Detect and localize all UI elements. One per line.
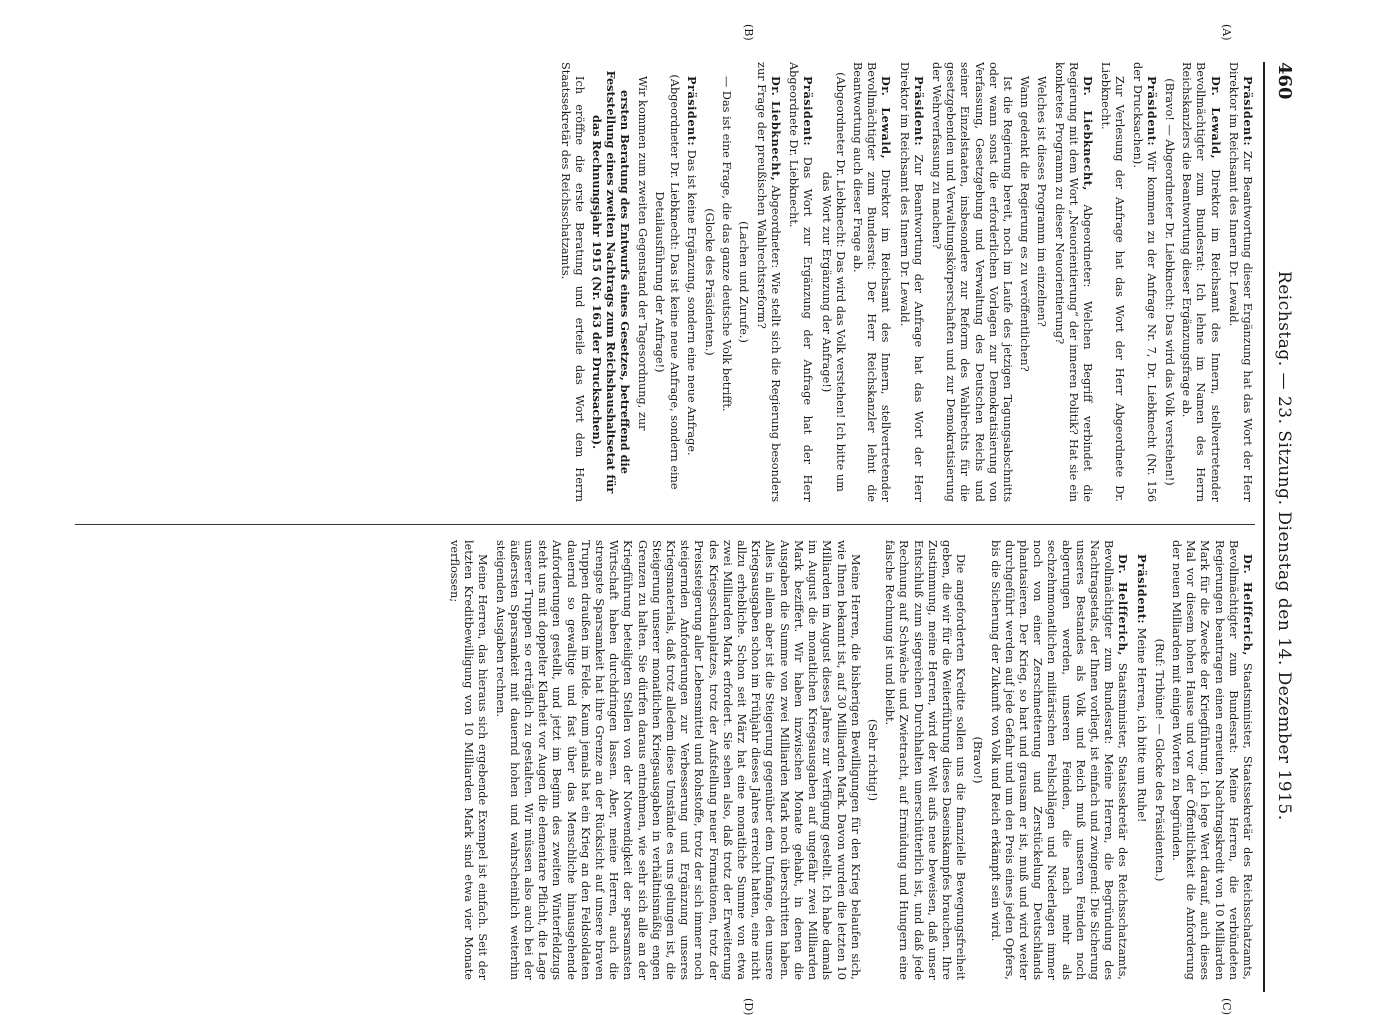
speech-paragraph xyxy=(987,540,1130,980)
interjection: (Abgeordneter Dr. Liebknecht: Das ist keine neue Anfrage, sondern eine Detailausführung der Anfrage!) xyxy=(653,74,681,490)
speech-paragraph xyxy=(754,62,783,502)
speech-paragraph xyxy=(1169,540,1255,980)
speech-paragraph xyxy=(1226,62,1255,502)
interjection: (Bravo! — Abgeordneter Dr. Liebknecht: Das wird das Volk verstehen!) xyxy=(1162,78,1176,486)
speech-paragraph xyxy=(1179,62,1223,502)
speech-text: Abgeordneter: Wie stellt sich die Regierung besonders zur Frage der preußischen Wahlrechtsreform? xyxy=(754,62,782,502)
speech-paragraph xyxy=(896,62,925,502)
paragraph: Zur Verlesung der Anfrage hat das Wort der Herr Abgeordnete Dr. Liebknecht. xyxy=(1099,62,1127,502)
interjection: (Abgeordneter Dr. Liebknecht: Das wird das Volk verstehen! Ich bitte um das Wort zur Ergänzung der Anfrage!) xyxy=(819,72,847,492)
speaker-name: Dr. Helfferich, xyxy=(1241,554,1255,656)
interjection: (Sehr richtig!) xyxy=(865,718,879,802)
left-column xyxy=(75,62,1255,502)
running-head: Reichstag. — 23. Sitzung. Dienstag den 14. Dezember 1915. xyxy=(1274,270,1294,821)
margin-letter-c: (C) xyxy=(1220,998,1233,1015)
speaker-name: Dr. Liebknecht, xyxy=(1080,76,1095,191)
interjection: (Lachen und Zurufe.) xyxy=(737,221,751,343)
speech-paragraph xyxy=(1133,540,1148,980)
interjection: (Glocke des Präsidenten.) xyxy=(703,208,717,356)
speaker-name: Präsident: xyxy=(801,76,816,147)
page-header xyxy=(1263,62,1295,992)
speech-paragraph xyxy=(850,62,894,502)
paragraph: Die angeforderten Kredite sollen uns die finanzielle Bewegungsfreiheit geben, die wir für die Weiterführung dieses Daseinskampfes brauchen. Ihre Zustimmung, meine Herren, wird der Welt aufs neue beweisen, daß unser Entschluß zum siegreichen Durchhalten unerschütterlich ist, und daß jede Rechnung auf Schwäche und Zwietracht, auf Ermüdung und Hungern eine falsche Rechnung ist und bleibt. xyxy=(883,540,968,980)
speech-text: Abgeordneter: Welchen Begriff verbindet die Regierung mit dem Wort „Neuorientierung“ der inneren Politik? Hat sie ein konkretes Programm zu dieser Neuorientierung? xyxy=(1052,62,1094,502)
paragraph: Wir kommen zum zweiten Gegenstand der Tagesordnung, zur xyxy=(636,76,650,431)
speech-text: Zur Beantwortung der Anfrage hat das Wort der Herr Direktor im Reichsamt des Innern Dr. Lewald. xyxy=(897,62,925,502)
speech-paragraph xyxy=(1129,62,1158,502)
speaker-name: Dr. Lewald, xyxy=(879,76,894,159)
margin-letter-a: (A) xyxy=(1220,24,1233,41)
paragraph: — Das ist eine Frage, die das ganze deutsche Volk betrifft. xyxy=(720,76,734,412)
paragraph: Welches ist dieses Programm im einzelnen? xyxy=(1035,76,1049,327)
interjection: (Ruf: Tribüne! — Glocke des Präsidenten.) xyxy=(1152,638,1166,882)
agenda-item: ersten Beratung des Entwurfs eines Gesetzes, betreffend die Feststellung eines zweiten Nachtrags zum Reichshaushaltsetat für das Rechnungsjahr 1915 (Nr. 163 der Drucksachen). xyxy=(589,70,633,494)
page-number: 460 xyxy=(1274,62,1295,100)
speech-paragraph xyxy=(684,62,699,502)
speaker-name: Präsident: xyxy=(1134,554,1149,625)
speaker-name: Präsident: xyxy=(1144,76,1159,147)
paragraph: Ist die Regierung bereit, noch im Laufe des jetzigen Tagungsabschnitts oder wann sonst die erforderlichen Vorlagen zur Demokratisierung von Verfassung, Gesetzgebung und Verwaltung des Deutschen Reichs und seiner Einzelstaaten, insbesondere zur Reform des Wahlrechts für die gesetzgebenden und Verwaltungskörperschaften und zur Demokratisierung der Wehrverfassung zu machen? xyxy=(929,62,1014,502)
speech-paragraph xyxy=(1051,62,1095,502)
right-column xyxy=(75,540,1255,980)
paragraph: Ich eröffne die erste Beratung und erteile das Wort dem Herrn Staatssekretär des Reichsschatzamts. xyxy=(559,62,587,502)
column-divider xyxy=(75,524,1255,525)
speech-text: Direktor im Reichsamt des Innern, stellvertretender Bevollmächtigter zum Bundesrat: Ich lehne im Namen des Herrn Reichskanzlers die Beantwortung dieser Ergänzungsfrage ab. xyxy=(1180,62,1222,502)
margin-letter-b: (B) xyxy=(742,24,755,41)
speaker-name: Dr. Helfferich, xyxy=(1116,554,1131,656)
speech-text: Das Wort zur Ergänzung der Anfrage hat der Herr Abgeordnete Dr. Liebknecht. xyxy=(787,62,815,502)
speaker-name: Dr. Lewald, xyxy=(1208,76,1223,159)
speech-text: Das ist keine Ergänzung, sondern eine neue Anfrage. xyxy=(684,149,698,456)
margin-letter-d: (D) xyxy=(742,998,755,1015)
interjection: (Bravo!) xyxy=(971,736,985,784)
paragraph: Meine Herren, das hieraus sich ergebende Exempel ist einfach. Seit der letzten Kreditbewilligung von 10 Milliarden Mark sind etwa vier Monate verflossen; xyxy=(448,540,490,980)
speaker-name: Präsident: xyxy=(911,76,926,147)
speaker-name: Präsident: xyxy=(1241,76,1255,147)
speech-text: Meine Herren, ich bitte um Ruhe! xyxy=(1134,627,1148,823)
paragraph: Meine Herren, die bisherigen Bewilligungen für den Krieg belaufen sich, wie Ihnen bekannt ist, auf 30 Milliarden Mark. Davon wurden die letzten 10 Milliarden im August dieses Jahres zur Verfügung gestellt. Ich habe damals im August die monatlichen Kriegsausgaben auf ungefähr zwei Milliarden Mark beziffert. Wir haben inzwischen Monate gehabt, in denen die Ausgaben die Summe von zwei Milliarden Mark noch überschritten haben. Alles in allem aber ist die Steigerung gegenüber dem Umfange, den unsere Kriegsausgaben schon im Frühjahr dieses Jahres erreicht hatten, eine nicht allzu erhebliche. Schon seit März hat eine monatliche Summe von etwa zwei Milliarden Mark erfordert. Sie sehen also, daß trotz der Erweiterung des Kriegsschauplatzes, trotz der Aufstellung neuer Formationen, trotz der Preissteigerung aller Lebensmittel und Rohstoffe, trotz der sich immer noch steigernden Anforderungen zur Verbesserung und Ergänzung unseres Kriegsmaterials, daß trotz alledem diese Umstände es uns gelungen ist, die Steigerung unserer monatlichen Kriegsausgaben in verhältnismäßig engen Grenzen zu halten. Sie dürfen daraus entnehmen, wie sehr sich alle an der Kriegführung beteiligten Stellen von der Notwendigkeit der sparsamsten Wirtschaft haben durchdringen lassen. Aber, meine Herren, auch die strengste Sparsamkeit hat ihre Grenze an der Rücksicht auf unsere braven Truppen draußen im Felde. Kaum jemals hat ein Krieg an den Feldsoldaten dauernd so gewaltige und fast über das Menschliche hinausgehende Anforderungen gestellt, und jetzt im Beginn des zweiten Winterfeldzugs steht uns mit doppelter Klarheit vor Augen die elementare Pflicht, die Lage unserer Truppen so erträglich zu gestalten. Wir müssen also auch bei der äußersten Sparsamkeit mit dauernd hohen und wahrscheinlich weiterhin steigenden Ausgaben rechnen. xyxy=(493,540,862,980)
speech-text: Wir kommen zu der Anfrage Nr. 7, Dr. Liebknecht (Nr. 156 der Drucksachen). xyxy=(1130,62,1158,502)
speech-text: Direktor im Reichsamt des Innern, stellvertretender Bevollmächtigter zum Bundesrat: Der Herr Reichskanzler lehnt die Beantwortung auch dieser Frage ab. xyxy=(850,62,893,502)
page-content xyxy=(65,24,1295,1015)
speech-text: Staatsminister, Staatssekretär des Reichsschatzamts, Bevollmächtigter zum Bundesrat: Meine Herren, die verbündeten Regierungen beantragen einen erneuten Nachtragskredit von 10 Milliarden Mark für die Zwecke der Kriegführung. Ich lege Wert darauf, auch dieses Mal vor diesem hohen Hause und vor der Öffentlichkeit die Anforderung der neuen Milliarden mit einigen Worten zu begründen. xyxy=(1169,540,1254,980)
speech-text: Zur Beantwortung dieser Ergänzung hat das Wort der Herr Direktor im Reichsamt des Innern Dr. Lewald. xyxy=(1226,62,1254,502)
speech-paragraph xyxy=(786,62,815,502)
speech-text: Staatsminister, Staatssekretär des Reichsschatzamts, Bevollmächtigter zum Bundesrat: Meine Herren, die Begründung des Nachtragsetats, der Ihnen vorliegt, ist einfach und zwingend: Die Sicherung unseres Bestandes als Volk und Reich muß unseren Feinden noch abgerungen werden, unseren Feinden, die nach mehr als sechzehnmonatlichen militärischen Fehlschlägen und Niederlagen immer noch von einer Zerschmetterung und Zerstückelung Deutschlands phantasieren. Der Krieg, so hart und grausam er ist, muß und wird weiter durchgeführt werden auf jede Gefahr und um den Preis eines jeden Opfers, bis die Sicherung der Zukunft von Volk und Reich erkämpft sein wird. xyxy=(988,540,1130,980)
speaker-name: Präsident: xyxy=(684,76,699,147)
paragraph: Wann gedenkt die Regierung es zu veröffentlichen? xyxy=(1018,76,1032,372)
speaker-name: Dr. Liebknecht, xyxy=(768,76,783,182)
